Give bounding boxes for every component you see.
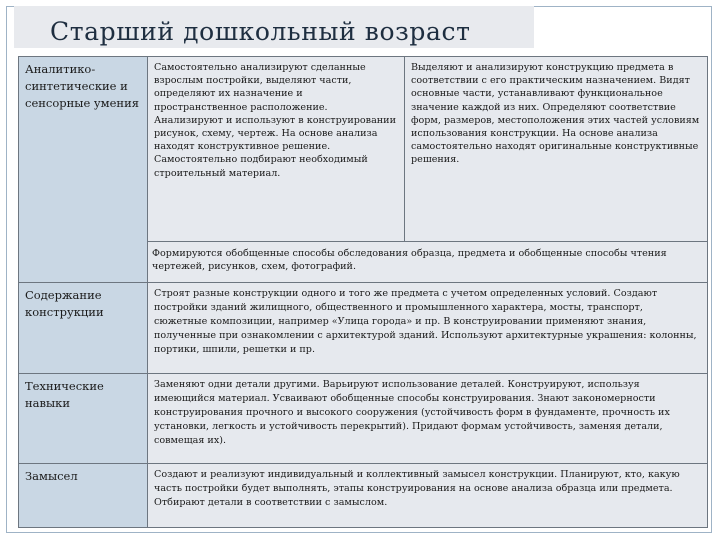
cell-text: Выделяют и анализируют конструкцию предмета в соответствии с его практическим назначением. Видят основные части, устанавливают функциональное значение каждой из них. Определяют соответствие форм, размеров, местоположения этих частей условиям использования конструкции. На основе анализа самостоятельно находят оригинальные конструктивные решения. (411, 62, 700, 166)
row-label-text: Замысел (25, 469, 78, 483)
cell-text: Создают и реализуют индивидуальный и коллективный замысел конструкции. Планируют, кто, какую часть постройки будет выполнять, этапы конструирования на основе анализа образца или предмета. Отбирают детали в соответствии с замыслом. (154, 469, 680, 508)
cell-text: Самостоятельно анализируют сделанные взрослым постройки, выделяют части, определяют их назначение и пространственное расположение. Анализируют и используют в конструировании рисунок, схему, чертеж. На основе анализа находят конструктивное решение. Самостоятельно подбирают необходимый строительный материал. (154, 62, 396, 179)
row-label-text: Содержание конструкции (25, 288, 104, 319)
content-table (18, 56, 708, 528)
cell-text: Формируются обобщенные способы обследования образца, предмета и обобщенные способы чтения чертежей, рисунков, схем, фотографий. (152, 248, 667, 273)
title-banner (14, 6, 534, 48)
table-row-idea (19, 464, 708, 528)
cell-generalized-methods (148, 242, 708, 283)
cell-idea-text (148, 464, 708, 528)
row-label-content (19, 283, 148, 374)
row-label-analytic (19, 57, 148, 283)
page-title: Старший дошкольный возраст (50, 17, 471, 46)
cell-text: Строят разные конструкции одного и того же предмета с учетом определенных условий. Создают постройки зданий жилищного, общественного и промышленного характера, мосты, транспорт, сюжетные композиции, например «Улица города» и пр. В конструировании применяют знания, полученные при ознакомлении с архитектурой зданий. Используют архитектурные украшения: колонны, портики, шпили, решетки и пр. (154, 288, 697, 355)
row-label-text: Технические навыки (25, 379, 104, 410)
cell-text: Заменяют одни детали другими. Варьируют использование деталей. Конструируют, используя имеющийся материал. Усваивают обобщенные способы конструирования. Знают закономерности конструирования прочного и высокого сооружения (устойчивость форм в фундаменте, прочность их установки, легкость и устойчивость перекрытий). Придают формам устойчивость, заменяя детали, совмещая их). (154, 379, 670, 446)
table-row-content (19, 283, 708, 374)
row-label-technical (19, 374, 148, 464)
table-row-analytic (19, 57, 708, 242)
table-row-technical (19, 374, 708, 464)
row-label-text: Аналитико-синтетические и сенсорные умения (25, 62, 140, 110)
cell-content-text (148, 283, 708, 374)
row-label-idea (19, 464, 148, 528)
cell-analytic-buildings (148, 57, 405, 242)
cell-analytic-objects (405, 57, 708, 242)
cell-technical-text (148, 374, 708, 464)
